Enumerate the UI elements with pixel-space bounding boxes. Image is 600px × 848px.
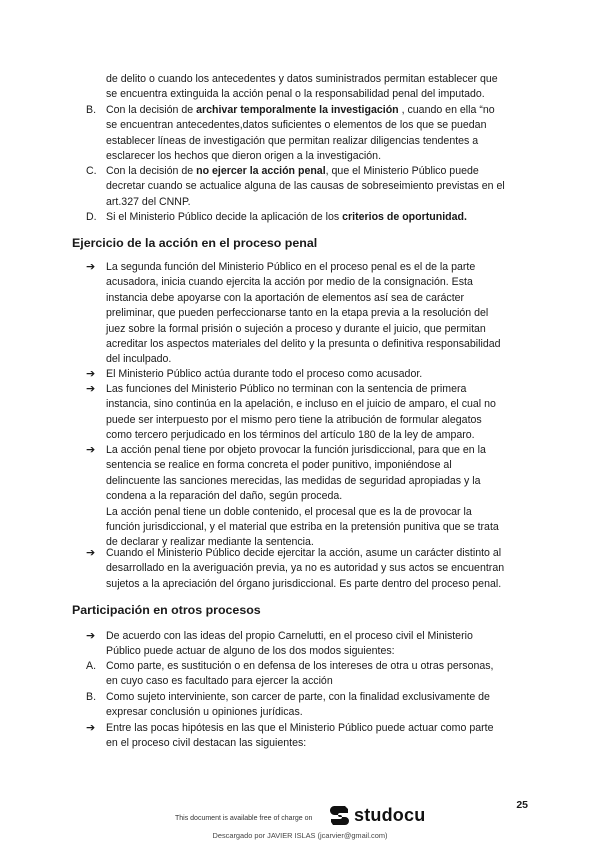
page-number: 25 bbox=[516, 799, 528, 811]
section-heading-ejercicio: Ejercicio de la acción en el proceso penal bbox=[72, 236, 318, 250]
list-item: ➔ Entre las pocas hipótesis en las que el Ministerio Público puede actuar como parte en el proceso civil destacan las siguientes: bbox=[86, 722, 494, 750]
list-line: establecer líneas de investigación que permitan realizar diligencias tendentes a bbox=[106, 134, 479, 147]
list-marker: B. bbox=[86, 691, 97, 703]
list-item: ➔ De acuerdo con las ideas del propio Carnelutti, en el proceso civil el Ministerio Público puede actuar de alguno de los dos modos siguientes: bbox=[86, 630, 473, 658]
download-note: Descargado por JAVIER ISLAS (jcarvier@gmail.com) bbox=[212, 831, 388, 840]
list-line: Con la decisión de no ejercer la acción penal, que el Ministerio Público puede bbox=[106, 165, 479, 177]
list-item: ➔ La segunda función del Ministerio Público en el proceso penal es el de la parte acusadora, inicia cuando ejercita la acción por medio de la consignación. Esta instancia debe apoyarse con la aportación de elementos así sea de carácter preliminar, que pueden perfeccionarse tanto en la etapa previa a la resolución del juez sobre la formal prisión o sujeción a proceso y durante el juicio, que permitan acreditar los aspectos materiales del delito y la presunta o definitiva responsabilidad del inculpado. bbox=[86, 261, 501, 366]
list-line: decretar cuando se actualice alguna de las causas de sobreseimiento previstas en el bbox=[106, 180, 505, 193]
arrow-icon: ➔ bbox=[86, 383, 96, 395]
list-item-c bbox=[86, 164, 536, 210]
arrow-icon: ➔ bbox=[86, 630, 96, 642]
list-item: ➔ La acción penal tiene por objeto provocar la función jurisdiccional, para que en la sentencia se realice en forma concreta el poder punitivo, imponiéndose al delincuente las sanciones merecidas, las medidas de seguridad apropiadas y la condena a la reparación del daño, según proceda. La acción penal tiene un doble contenido, el procesal que es la de provocar la función jurisdiccional, y el material que estriba en la pretensión punitiva que se trata de declarar y realizar mediante la sentencia. bbox=[86, 444, 499, 549]
studocu-logo-text: studocu bbox=[354, 804, 426, 825]
list-item-d bbox=[86, 210, 536, 225]
list-line: esclarecer los hechos que dieron origen a la investigación. bbox=[106, 150, 382, 163]
list-item: ➔ Las funciones del Ministerio Público no terminan con la sentencia de primera instancia, sino continúa en la apelación, e incluso en el juicio de amparo, el cual no puede ser interpuesto por el mismo pero tiene la atribución de formular alegatos como tercero perjudicado en los términos del artículo 180 de la ley de amparo. bbox=[86, 383, 496, 442]
list-line: se encuentran antecedentes,datos suficientes o elementos de los que se puedan bbox=[106, 119, 487, 132]
list-marker: C. bbox=[86, 165, 97, 177]
arrow-icon: ➔ bbox=[86, 261, 96, 273]
intro-line: de delito o cuando los antecedentes y datos suministrados permitan establecer que bbox=[106, 73, 498, 85]
intro-paragraph bbox=[106, 72, 536, 103]
studocu-logo[interactable] bbox=[330, 804, 425, 826]
studocu-logo-icon bbox=[330, 804, 350, 826]
list-marker: A. bbox=[86, 660, 97, 672]
list-line: Con la decisión de archivar temporalmente la investigación , cuando en ella “no bbox=[106, 104, 495, 116]
list-item: ➔ El Ministerio Público actúa durante todo el proceso como acusador. bbox=[106, 367, 536, 382]
arrow-icon: ➔ bbox=[86, 722, 96, 734]
intro-line: se encuentra extinguida la acción penal o la responsabilidad penal del imputado. bbox=[106, 88, 485, 101]
list-line: Si el Ministerio Público decide la aplicación de los criterios de oportunidad. bbox=[106, 211, 467, 223]
list-marker: B. bbox=[86, 104, 97, 116]
list-item-b bbox=[86, 103, 536, 165]
section-heading-participacion: Participación en otros procesos bbox=[72, 603, 261, 617]
list-marker: D. bbox=[86, 211, 97, 223]
arrow-icon: ➔ bbox=[86, 547, 96, 559]
availability-note: This document is available free of charge on bbox=[175, 815, 313, 822]
list-line: art.327 del CNNP. bbox=[106, 195, 191, 208]
list-item-a: A. Como parte, es sustitución o en defensa de los intereses de otra u otras personas, en cuyo caso es facultado para ejercer la acción bbox=[86, 660, 494, 688]
arrow-icon: ➔ bbox=[86, 444, 96, 456]
list-item: ➔ Cuando el Ministerio Público decide ejercitar la acción, asume un carácter distinto al desarrollado en la averiguación previa, ya no es autoridad y sus actos se encuentran sujetos a la apreciación del órgano jurisdiccional. Es parte dentro del proceso penal. bbox=[86, 547, 505, 590]
list-item-b2: B. Como sujeto interviniente, son carcer de parte, con la finalidad exclusivamente de expresar conclusión u opiniones jurídicas. bbox=[86, 691, 490, 719]
arrow-icon: ➔ bbox=[86, 368, 96, 380]
